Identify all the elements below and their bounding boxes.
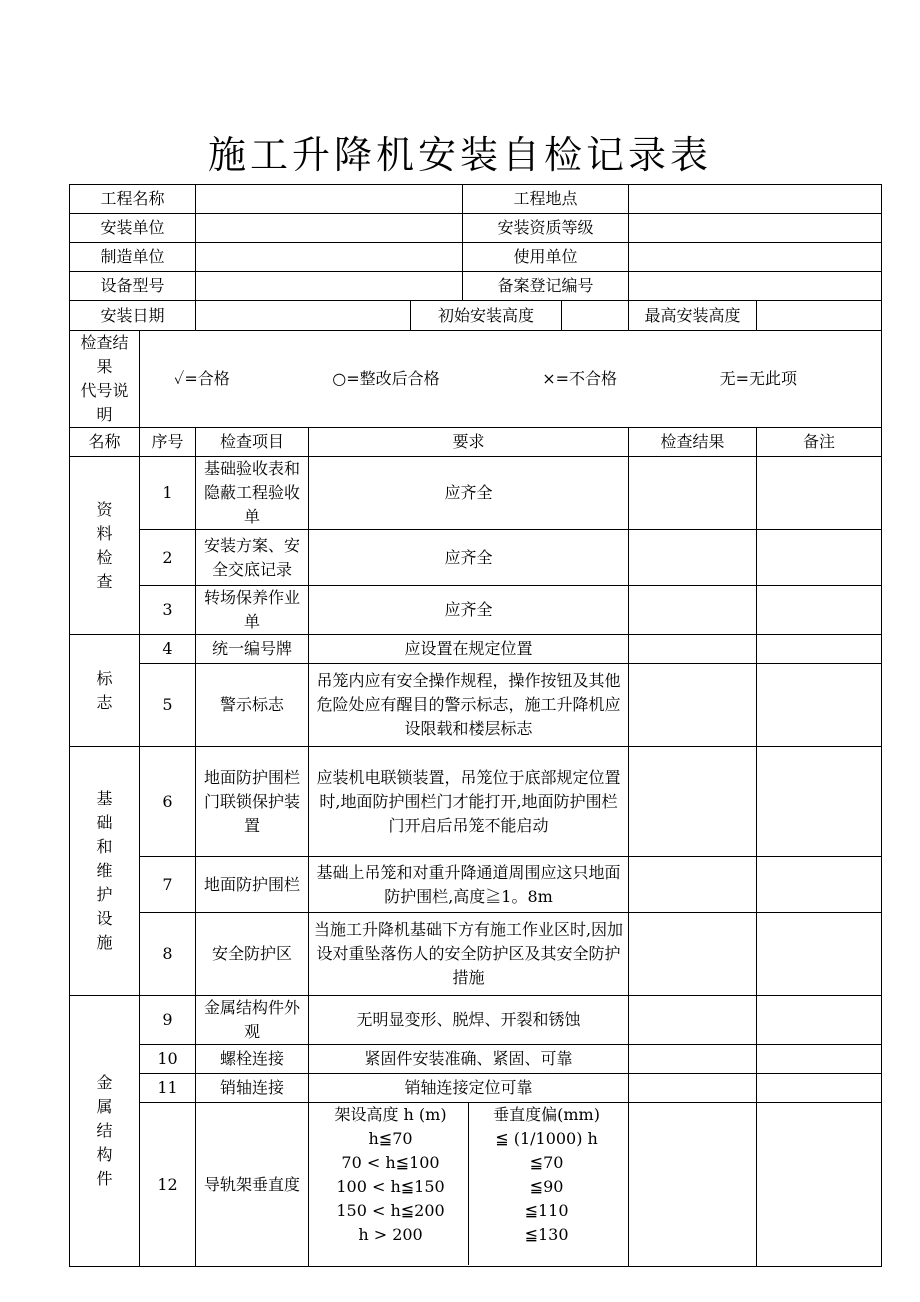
qualification-field[interactable] bbox=[629, 214, 882, 243]
group-char: 设 bbox=[96, 909, 113, 928]
table-row bbox=[70, 1045, 882, 1074]
row-result-cell[interactable] bbox=[629, 664, 757, 747]
header-remark: 备注 bbox=[757, 428, 882, 457]
table-row bbox=[70, 530, 882, 586]
legend-na: 无=无此项 bbox=[719, 369, 797, 388]
initial-height-field[interactable] bbox=[562, 301, 629, 331]
group-docs bbox=[70, 457, 140, 635]
row-requirement: 吊笼内应有安全操作规程，操作按钮及其他危险处应有醒目的警示标志，施工升降机应设限载和楼层标志 bbox=[309, 664, 629, 747]
row-result-cell[interactable] bbox=[629, 1074, 757, 1103]
row-remark-cell[interactable] bbox=[757, 996, 882, 1045]
user-unit-label: 使用单位 bbox=[463, 243, 629, 272]
row-no: 9 bbox=[140, 996, 196, 1045]
header-result: 检查结果 bbox=[629, 428, 757, 457]
row-remark-cell[interactable] bbox=[757, 457, 882, 530]
group-signs bbox=[70, 635, 140, 747]
legend-codes bbox=[140, 331, 882, 428]
row-item: 地面防护围栏 bbox=[196, 857, 309, 913]
group-char: 金 bbox=[96, 1073, 113, 1092]
info-row-4 bbox=[70, 272, 882, 301]
row-item: 安全防护区 bbox=[196, 913, 309, 996]
install-date-label: 安装日期 bbox=[70, 301, 196, 331]
row-result-cell[interactable] bbox=[629, 635, 757, 664]
height-range: h > 200 bbox=[358, 1225, 423, 1244]
row-no: 8 bbox=[140, 913, 196, 996]
table-row bbox=[70, 1103, 882, 1267]
header-requirement: 要求 bbox=[309, 428, 629, 457]
row-remark-cell[interactable] bbox=[757, 586, 882, 635]
row-item: 基础验收表和隐蔽工程验收单 bbox=[196, 457, 309, 530]
group-char: 维 bbox=[96, 861, 113, 880]
legend-label bbox=[70, 331, 140, 428]
row-result-cell[interactable] bbox=[629, 747, 757, 857]
row-result-cell[interactable] bbox=[629, 996, 757, 1045]
table-row bbox=[70, 586, 882, 635]
row-no: 3 bbox=[140, 586, 196, 635]
deviation-limit: ≦130 bbox=[524, 1225, 569, 1244]
legend-label-line2: 代号说明 bbox=[80, 381, 129, 424]
row-result-cell[interactable] bbox=[629, 586, 757, 635]
verticality-requirement bbox=[309, 1103, 629, 1267]
legend-row bbox=[70, 331, 882, 428]
row-item: 警示标志 bbox=[196, 664, 309, 747]
legend-rectified: ○=整改后合格 bbox=[332, 369, 440, 388]
group-char: 基 bbox=[96, 789, 113, 808]
qualification-label: 安装资质等级 bbox=[463, 214, 629, 243]
project-name-field[interactable] bbox=[196, 185, 463, 214]
group-char: 件 bbox=[96, 1169, 113, 1188]
group-foundation bbox=[70, 747, 140, 996]
group-char: 志 bbox=[96, 692, 113, 712]
row-requirement: 销轴连接定位可靠 bbox=[309, 1074, 629, 1103]
user-unit-field[interactable] bbox=[629, 243, 882, 272]
row-no: 2 bbox=[140, 530, 196, 586]
group-char: 属 bbox=[96, 1097, 113, 1116]
row-result-cell[interactable] bbox=[629, 857, 757, 913]
height-range: 100 < h≦150 bbox=[336, 1177, 445, 1196]
row-remark-cell[interactable] bbox=[757, 857, 882, 913]
legend-fail: ×=不合格 bbox=[542, 369, 618, 388]
table-row bbox=[70, 913, 882, 996]
table-row bbox=[70, 996, 882, 1045]
deviation-header: 垂直度偏(mm) bbox=[493, 1105, 600, 1124]
info-row-2 bbox=[70, 214, 882, 243]
row-remark-cell[interactable] bbox=[757, 1103, 882, 1267]
table-row bbox=[70, 857, 882, 913]
row-remark-cell[interactable] bbox=[757, 664, 882, 747]
row-item: 金属结构件外观 bbox=[196, 996, 309, 1045]
group-char: 结 bbox=[96, 1121, 113, 1140]
row-result-cell[interactable] bbox=[629, 913, 757, 996]
project-location-field[interactable] bbox=[629, 185, 882, 214]
row-requirement: 应装机电联锁装置，吊笼位于底部规定位置时,地面防护围栏门才能打开,地面防护围栏门开启后吊笼不能启动 bbox=[309, 747, 629, 857]
model-field[interactable] bbox=[196, 272, 463, 301]
row-requirement: 应设置在规定位置 bbox=[309, 635, 629, 664]
row-item: 导轨架垂直度 bbox=[196, 1103, 309, 1267]
row-item: 销轴连接 bbox=[196, 1074, 309, 1103]
row-remark-cell[interactable] bbox=[757, 1074, 882, 1103]
project-name-label: 工程名称 bbox=[70, 185, 196, 214]
legend-pass: ✓=合格 bbox=[174, 369, 230, 388]
install-unit-label: 安装单位 bbox=[70, 214, 196, 243]
registration-field[interactable] bbox=[629, 272, 882, 301]
install-unit-field[interactable] bbox=[196, 214, 463, 243]
row-no: 11 bbox=[140, 1074, 196, 1103]
row-no: 4 bbox=[140, 635, 196, 664]
row-requirement: 应齐全 bbox=[309, 530, 629, 586]
inspection-form bbox=[69, 184, 882, 1267]
deviation-limit: ≦110 bbox=[524, 1201, 569, 1220]
row-requirement: 当施工升降机基础下方有施工作业区时,因加设对重坠落伤人的安全防护区及其安全防护措施 bbox=[309, 913, 629, 996]
row-remark-cell[interactable] bbox=[757, 635, 882, 664]
row-remark-cell[interactable] bbox=[757, 747, 882, 857]
info-row-1 bbox=[70, 185, 882, 214]
height-range: 150 < h≦200 bbox=[336, 1201, 445, 1220]
manufacturer-label: 制造单位 bbox=[70, 243, 196, 272]
group-char: 资 bbox=[96, 499, 113, 519]
height-header: 架设高度 h (m) bbox=[334, 1105, 447, 1124]
table-row bbox=[70, 1074, 882, 1103]
row-remark-cell[interactable] bbox=[757, 530, 882, 586]
max-height-label: 最高安装高度 bbox=[629, 301, 757, 331]
install-date-field[interactable] bbox=[196, 301, 411, 331]
group-metal bbox=[70, 996, 140, 1267]
deviation-column bbox=[469, 1103, 624, 1265]
manufacturer-field[interactable] bbox=[196, 243, 463, 272]
row-remark-cell[interactable] bbox=[757, 913, 882, 996]
table-row bbox=[70, 457, 882, 530]
header-item: 检查项目 bbox=[196, 428, 309, 457]
row-result-cell[interactable] bbox=[629, 1045, 757, 1074]
row-no: 6 bbox=[140, 747, 196, 857]
header-row bbox=[70, 428, 882, 457]
info-row-3 bbox=[70, 243, 882, 272]
height-column bbox=[313, 1103, 469, 1265]
group-char: 础 bbox=[96, 813, 113, 832]
group-char: 护 bbox=[96, 885, 113, 904]
height-range: 70 < h≦100 bbox=[341, 1153, 440, 1172]
row-item: 地面防护围栏门联锁保护装置 bbox=[196, 747, 309, 857]
row-no: 10 bbox=[140, 1045, 196, 1074]
model-label: 设备型号 bbox=[70, 272, 196, 301]
row-requirement: 紧固件安装准确、紧固、可靠 bbox=[309, 1045, 629, 1074]
group-char: 查 bbox=[96, 571, 113, 591]
row-requirement: 应齐全 bbox=[309, 457, 629, 530]
group-char: 检 bbox=[96, 547, 113, 567]
registration-label: 备案登记编号 bbox=[463, 272, 629, 301]
row-no: 7 bbox=[140, 857, 196, 913]
row-result-cell[interactable] bbox=[629, 457, 757, 530]
row-item: 转场保养作业单 bbox=[196, 586, 309, 635]
page-title: 施工升降机安装自检记录表 bbox=[207, 133, 712, 177]
row-requirement: 基础上吊笼和对重升降通道周围应这只地面防护围栏,高度≧1。8m bbox=[309, 857, 629, 913]
group-char: 构 bbox=[96, 1145, 113, 1164]
header-no: 序号 bbox=[140, 428, 196, 457]
row-remark-cell[interactable] bbox=[757, 1045, 882, 1074]
group-char: 标 bbox=[96, 668, 113, 688]
project-location-label: 工程地点 bbox=[463, 185, 629, 214]
deviation-limit: ≦ (1/1000) h bbox=[495, 1129, 598, 1148]
row-no: 5 bbox=[140, 664, 196, 747]
row-no: 12 bbox=[140, 1103, 196, 1267]
row-requirement: 无明显变形、脱焊、开裂和锈蚀 bbox=[309, 996, 629, 1045]
header-name: 名称 bbox=[70, 428, 140, 457]
group-char: 料 bbox=[96, 523, 113, 543]
info-row-5 bbox=[70, 301, 882, 331]
row-requirement: 应齐全 bbox=[309, 586, 629, 635]
row-item: 统一编号牌 bbox=[196, 635, 309, 664]
deviation-limit: ≦70 bbox=[529, 1153, 564, 1172]
initial-height-label: 初始安装高度 bbox=[411, 301, 562, 331]
legend-label-line1: 检查结果 bbox=[80, 333, 129, 376]
max-height-field[interactable] bbox=[757, 301, 882, 331]
row-result-cell[interactable] bbox=[629, 530, 757, 586]
deviation-limit: ≦90 bbox=[529, 1177, 564, 1196]
row-result-cell[interactable] bbox=[629, 1103, 757, 1267]
table-row bbox=[70, 747, 882, 857]
table-row bbox=[70, 664, 882, 747]
group-char: 和 bbox=[96, 837, 113, 856]
table-row bbox=[70, 635, 882, 664]
row-item: 安装方案、安全交底记录 bbox=[196, 530, 309, 586]
group-char: 施 bbox=[96, 933, 113, 952]
row-no: 1 bbox=[140, 457, 196, 530]
height-range: h≦70 bbox=[368, 1129, 413, 1148]
row-item: 螺栓连接 bbox=[196, 1045, 309, 1074]
